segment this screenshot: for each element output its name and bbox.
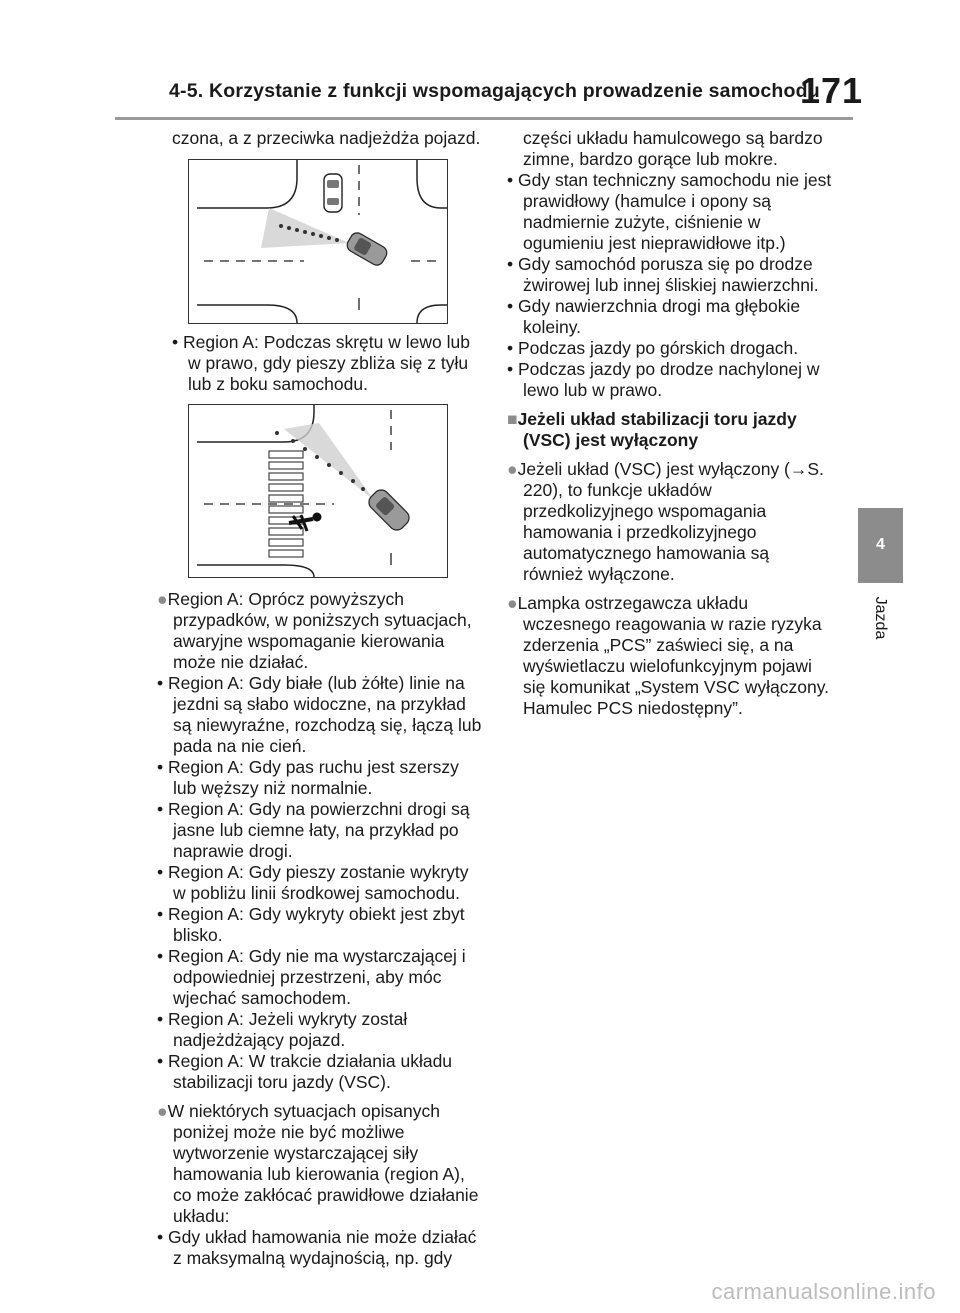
circle-bullet-icon: ● — [157, 589, 168, 609]
circle-item-4 — [507, 593, 832, 719]
header-rule — [115, 117, 853, 120]
list-item: • Region A: Gdy pieszy zostanie wykryty w pobliżu linii środkowej samochodu. — [157, 862, 469, 903]
circle-item-3 — [507, 459, 832, 585]
chapter-label: Jazda — [872, 596, 889, 640]
left-column-fig1-caption — [172, 332, 477, 395]
left-column-main — [157, 589, 482, 1269]
circle-bullet-icon: ● — [507, 459, 518, 479]
page-number: 171 — [800, 70, 864, 111]
list-item: • Region A: Jeżeli wykryty został nadjeżdżający pojazd. — [157, 1009, 408, 1050]
vsc-heading — [507, 409, 832, 451]
list-item: • Gdy stan techniczny samochodu nie jest prawidłowy (hamulce i opony są nadmiernie zużyte, ciśnienie w ogumieniu jest nieprawidłowe itp.) — [507, 170, 832, 253]
chapter-tab — [858, 508, 903, 583]
left-column-top — [172, 128, 482, 149]
circle-bullet-icon: ● — [507, 593, 518, 613]
list-item: • Gdy układ hamowania nie może działać z maksymalną wydajnością, np. gdy — [157, 1227, 477, 1268]
fig1-bullet: • Region A: Podczas skrętu w lewo lub w prawo, gdy pieszy zbliża się z tyłu lub z boku samochodu. — [172, 332, 470, 394]
list-item: • Region A: Gdy białe (lub żółte) linie na jezdni są słabo widoczne, na przykład są niewyraźne, rozchodzą się, łączą lub pada na nie cień. — [157, 673, 482, 756]
list-item: • Region A: Gdy wykryty obiekt jest zbyt blisko. — [157, 904, 465, 945]
list-item: • Region A: Gdy pas ruchu jest szerszy lub węższy niż normalnie. — [157, 757, 459, 798]
list-item: • Region A: Gdy na powierzchni drogi są jasne lub ciemne łaty, na przykład po naprawie drogi. — [157, 799, 470, 861]
own-car-icon — [345, 230, 390, 267]
list-item: • Podczas jazdy po drodze nachylonej w lewo lub w prawo. — [507, 359, 820, 400]
figure-pedestrian — [188, 404, 448, 578]
circle-item-2-text: W niektórych sytuacjach opisanych poniżej może nie być możliwe wytworzenie wystarczającej siły hamowania lub kierowania (region A), co może zakłócać prawidłowe działanie układu: — [167, 1101, 479, 1226]
watermark: carmanualsonline.info — [711, 1279, 936, 1304]
list-item: • Podczas jazdy po górskich drogach. — [507, 338, 799, 358]
list-item: • Region A: Gdy nie ma wystarczającej i odpowiedniej przestrzeni, aby móc wjechać samochodem. — [157, 946, 466, 1008]
intro-text: czona, a z przeciwka nadjeżdża pojazd. — [172, 128, 481, 148]
right-column — [507, 128, 832, 719]
list-item: • Gdy samochód porusza się po drodze żwirowej lub innej śliskiej nawierzchni. — [507, 254, 819, 295]
square-bullet-icon: ■ — [507, 409, 518, 429]
continued-text: części układu hamulcowego są bardzo zimne, bardzo gorące lub mokre. — [523, 128, 823, 169]
list-item: • Region A: W trakcie działania układu stabilizacji toru jazdy (VSC). — [157, 1051, 453, 1092]
circle-item-2 — [157, 1101, 482, 1227]
oncoming-car-icon — [324, 174, 342, 212]
circle-item-1-text: Region A: Oprócz powyższych przypadków, w poniższych sytuacjach, awaryjne wspomaganie kierowania może nie działać. — [167, 589, 472, 672]
circle-item-1 — [157, 589, 482, 673]
bullet-list-1 — [157, 673, 482, 1093]
section-title: 4-5. Korzystanie z funkcji wspomagających prowadzenie samochodu — [169, 80, 820, 102]
circle-bullet-icon: ● — [157, 1101, 168, 1121]
own-car-icon — [366, 487, 413, 534]
vsc-heading-text: Jeżeli układ stabilizacji toru jazdy (VSC) jest wyłączony — [517, 409, 797, 450]
figure-oncoming-vehicle — [188, 159, 448, 324]
circle-item-3-text: Jeżeli układ (VSC) jest wyłączony (→S. 220), to funkcje układów przedkolizyjnego wspomagania hamowania i przedkolizyjnego automatycznego hamowania są również wyłączone. — [517, 459, 824, 584]
list-item: • Gdy nawierzchnia drogi ma głębokie koleiny. — [507, 296, 801, 337]
chapter-label-box — [858, 588, 903, 648]
sensor-beam — [261, 208, 349, 248]
circle-item-4-text: Lampka ostrzegawcza układu wczesnego reagowania w razie ryzyka zderzenia „PCS” zaświeci się, a na wyświetlaczu wielofunkcyjnym pojawi się komunikat „System VSC wyłączony. Hamulec PCS niedostępny”. — [517, 593, 830, 718]
chapter-number: 4 — [876, 536, 885, 553]
page-header — [0, 0, 960, 125]
